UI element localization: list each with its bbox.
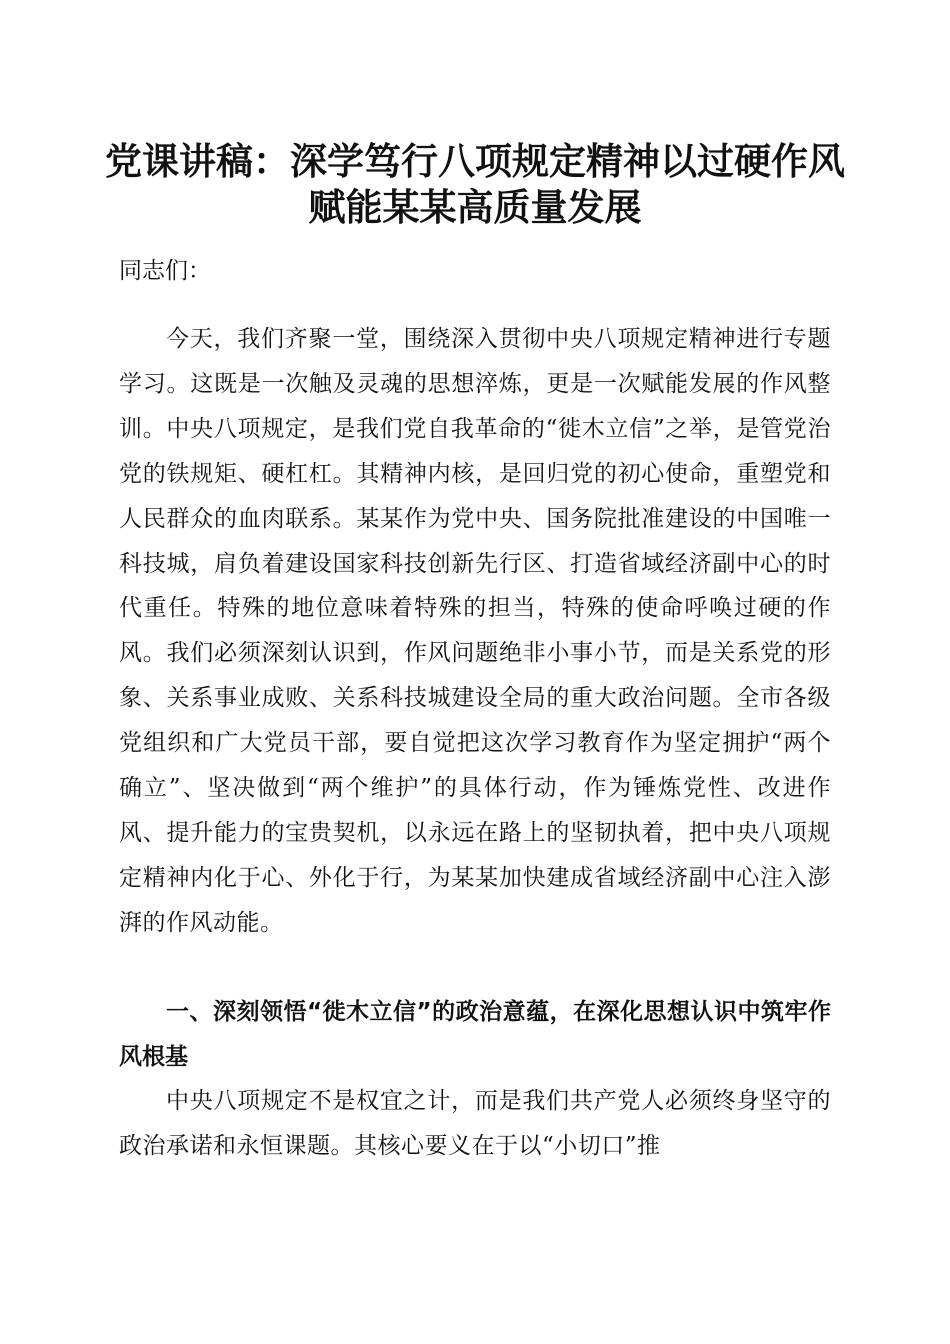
paragraph-intro: 今天，我们齐聚一堂，围绕深入贯彻中央八项规定精神进行专题学习。这既是一次触及灵魂的思想淬炼，更是一次赋能发展的作风整训。中央八项规定，是我们党自我革命的“徙木立信”之举，是管党治党的铁规矩、硬杠杠。其精神内核，是回归党的初心使命，重塑党和人民群众的血肉联系。某某作为党中央、国务院批准建设的中国唯一科技城，肩负着建设国家科技创新先行区、打造省域经济副中心的时代重任。特殊的地位意味着特殊的担当，特殊的使命呼唤过硬的作风。我们必须深刻认识到，作风问题绝非小事小节，而是关系党的形象、关系事业成败、关系科技城建设全局的重大政治问题。全市各级党组织和广大党员干部，要自觉把这次学习教育作为坚定拥护“两个确立”、坚决做到“两个维护”的具体行动，作为锤炼党性、改进作风、提升能力的宝贵契机，以永远在路上的坚韧执着，把中央八项规定精神内化于心、外化于行，为某某加快建成省域经济副中心注入澎湃的作风动能。 (119, 326, 831, 936)
section-heading-1: 一、深刻领悟“徙木立信”的政治意蕴，在深化思想认识中筑牢作风根基 (119, 999, 831, 1070)
paragraph-section-1: 中央八项规定不是权宜之计，而是我们共产党人必须终身坚守的政治承诺和永恒课题。其核心要义在于以“小切口”推 (119, 1088, 831, 1159)
salutation: 同志们： (119, 258, 211, 284)
document-title-line-2: 赋能某某高质量发展 (308, 185, 642, 229)
document-title-line-1: 党课讲稿：深学笃行八项规定精神以过硬作风 (105, 139, 845, 183)
